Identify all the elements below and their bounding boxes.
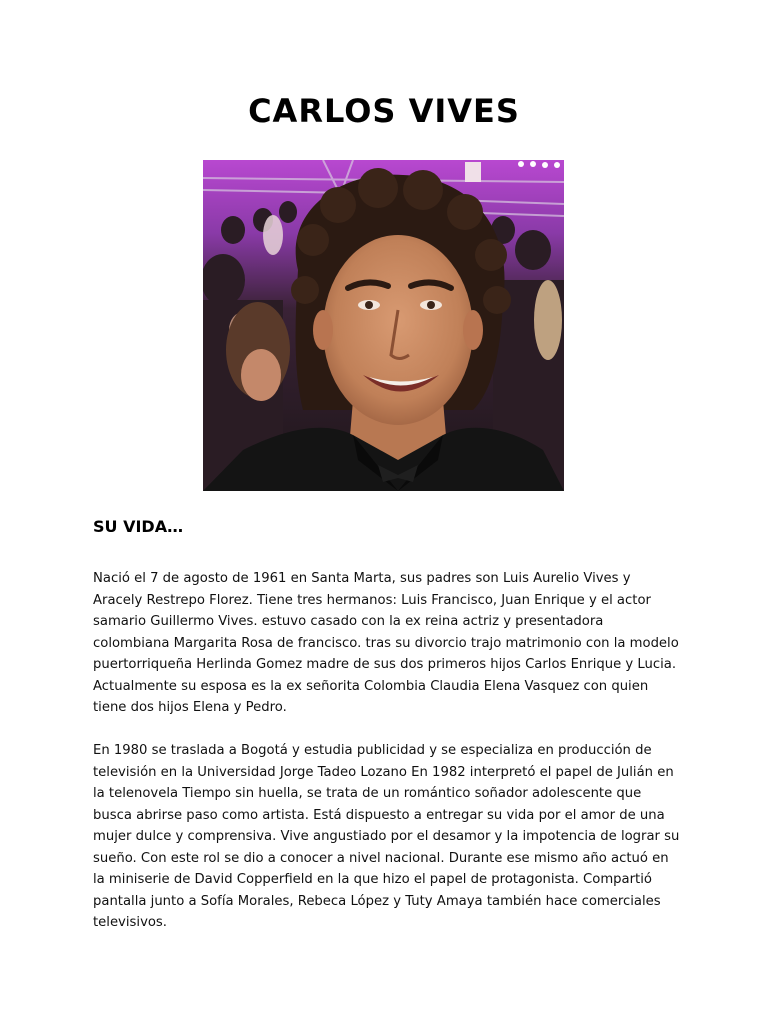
portrait-illustration — [203, 160, 564, 491]
section-heading: SU VIDA… — [93, 517, 184, 536]
page-title: CARLOS VIVES — [248, 92, 520, 130]
portrait-photo — [203, 160, 564, 491]
paragraph-biography-career: En 1980 se traslada a Bogotá y estudia publicidad y se especializa en producción de televisión en la Universidad Jorge Tadeo Lozano En 1982 interpretó el papel de Julián en la telenovela Tiempo sin huella, se trata de un romántico soñador adolescente que busca abrirse paso como artista. Está dispuesto a entregar su vida por el amor de una mujer dulce y comprensiva. Vive angustiado por el desamor y la impotencia de lograr su sueño. Con este rol se dio a conocer a nivel nacional. Durante ese mismo año actuó en la miniserie de David Copperfield en la que hizo el papel de protagonista. Compartió pantalla junto a Sofía Morales, Rebeca López y Tuty Amaya también hace comerciales televisivos. — [93, 743, 680, 930]
paragraph-biography-early-life: Nació el 7 de agosto de 1961 en Santa Marta, sus padres son Luis Aurelio Vives y Aracely Restrepo Florez. Tiene tres hermanos: Luis Francisco, Juan Enrique y el actor samario Guillermo Vives. estuvo casado con la ex reina actriz y presentadora colombiana Margarita Rosa de francisco. tras su divorcio trajo matrimonio con la modelo puertorriqueña Herlinda Gomez madre de sus dos primeros hijos Carlos Enrique y Lucia. Actualmente su esposa es la ex señorita Colombia Claudia Elena Vasquez con quien tiene dos hijos Elena y Pedro. — [93, 571, 679, 715]
